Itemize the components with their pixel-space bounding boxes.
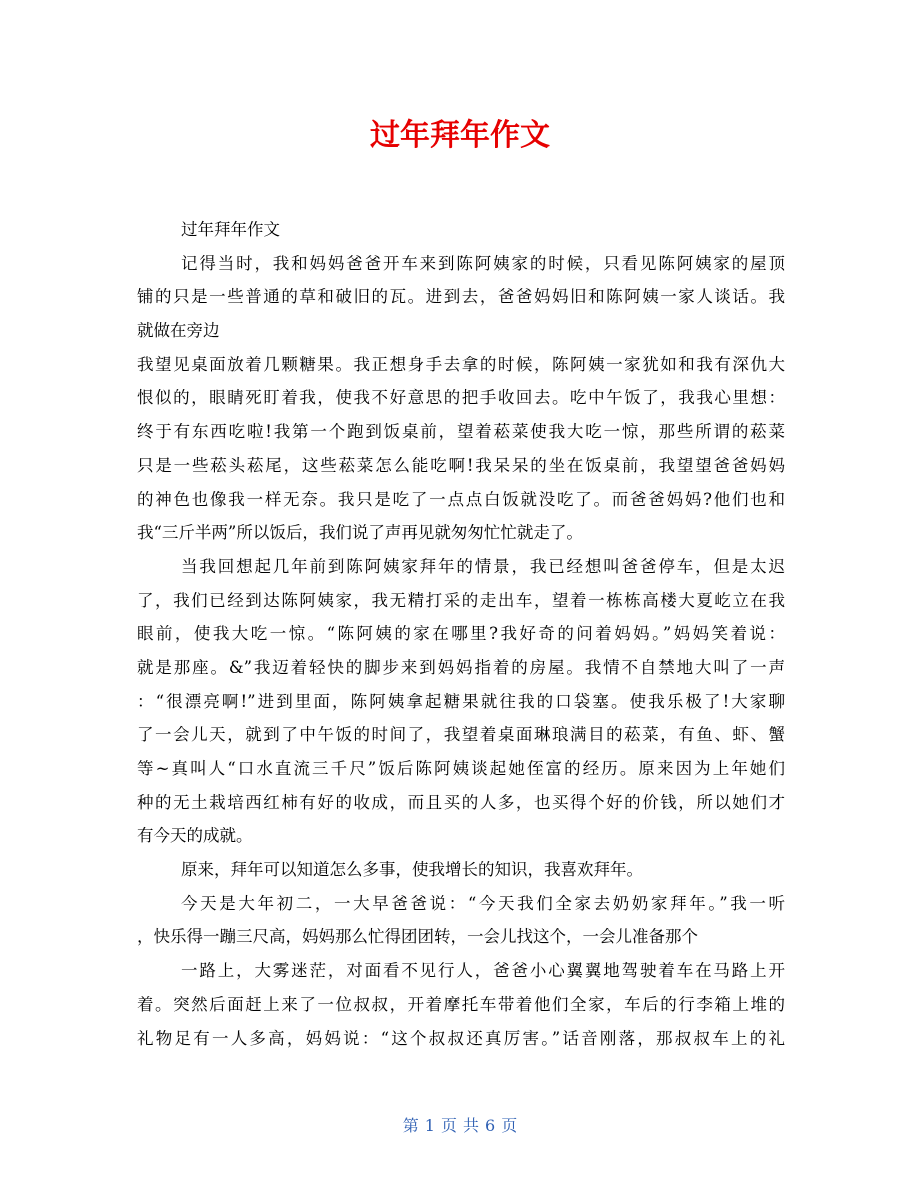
- footer-word-total: 共: [463, 1116, 480, 1135]
- text-line: 一路上，大雾迷茫，对面看不见行人，爸爸小心翼翼地驾驶着车在马路上开: [181, 961, 785, 981]
- text-line: 了一会儿天，就到了中午饭的时间了，我望着桌面琳琅满目的菘菜，有鱼、虾、蟹: [137, 725, 785, 745]
- text-line: 了，我们已经到达陈阿姨家，我无精打采的走出车，望着一栋栋高楼大夏屹立在我: [137, 590, 785, 610]
- document-body: [137, 213, 785, 1055]
- text-line: 我望见桌面放着几颗糖果。我正想身手去拿的时候，陈阿姨一家犹如和我有深仇大: [137, 354, 785, 374]
- text-line: ：“很漂亮啊!”进到里面，陈阿姨拿起糖果就往我的口袋塞。使我乐极了!大家聊: [137, 691, 785, 711]
- text-line: 只是一些菘头菘尾，这些菘菜怎么能吃啊!我呆呆的坐在饭桌前，我望望爸爸妈妈: [137, 455, 785, 475]
- text-line: 终于有东西吃啦!我第一个跑到饭桌前，望着菘菜使我大吃一惊，那些所谓的菘菜: [137, 422, 785, 442]
- text-line: ，快乐得一蹦三尺高，妈妈那么忙得团团转，一会儿找这个，一会儿准备那个: [137, 927, 698, 947]
- footer-word-ye: 页: [440, 1116, 457, 1135]
- text-line: 恨似的，眼睛死盯着我，使我不好意思的把手收回去。吃中午饭了，我我心里想：: [137, 388, 785, 408]
- text-line: 等~真叫人“口水直流三千尺”饭后陈阿姨谈起她侄富的经历。原来因为上年她们: [137, 759, 785, 778]
- text-line: 有今天的成就。: [137, 826, 253, 846]
- text-line: 就做在旁边: [137, 321, 220, 341]
- text-line: 今天是大年初二，一大早爸爸说：“今天我们全家去奶奶家拜年。”我一听: [181, 893, 785, 913]
- text-line: 的神色也像我一样无奈。我只是吃了一点点白饭就没吃了。而爸爸妈妈?他们也和: [137, 489, 785, 509]
- footer-current-page: 1: [424, 1116, 435, 1135]
- footer-total-pages: 6: [485, 1116, 496, 1135]
- text-line: 过年拜年作文: [181, 220, 280, 239]
- text-line: 礼物足有一人多高，妈妈说：“这个叔叔还真厉害。”话音刚落，那叔叔车上的礼: [137, 1028, 785, 1048]
- text-line: 我“三斤半两”所以饭后，我们说了声再见就匆匆忙忙就走了。: [137, 523, 583, 543]
- text-line: 当我回想起几年前到陈阿姨家拜年的情景，我已经想叫爸爸停车，但是太迟: [181, 556, 785, 576]
- text-line: 记得当时，我和妈妈爸爸开车来到陈阿姨家的时候，只看见陈阿姨家的屋顶: [181, 253, 785, 273]
- page-number-footer: [0, 1114, 920, 1138]
- text-line: 就是那座。&”我迈着轻快的脚步来到妈妈指着的房屋。我情不自禁地大叫了一声: [137, 657, 785, 677]
- text-line: 原来，拜年可以知道怎么多事，使我增长的知识，我喜欢拜年。: [181, 860, 643, 880]
- text-line: 眼前，使我大吃一惊。“陈阿姨的家在哪里?我好奇的问着妈妈。”妈妈笑着说：: [137, 624, 785, 644]
- footer-word-page: 第: [402, 1116, 419, 1135]
- footer-word-ye2: 页: [501, 1116, 518, 1135]
- text-line: 着。突然后面赶上来了一位叔叔，开着摩托车带着他们全家，车后的行李箱上堆的: [137, 994, 785, 1014]
- document-title: 过年拜年作文: [370, 118, 550, 153]
- text-line: 铺的只是一些普通的草和破旧的瓦。进到去，爸爸妈妈旧和陈阿姨一家人谈话。我: [137, 287, 785, 307]
- text-line: 种的无土栽培西红柿有好的收成，而且买的人多，也买得个好的价钱，所以她们才: [137, 792, 785, 812]
